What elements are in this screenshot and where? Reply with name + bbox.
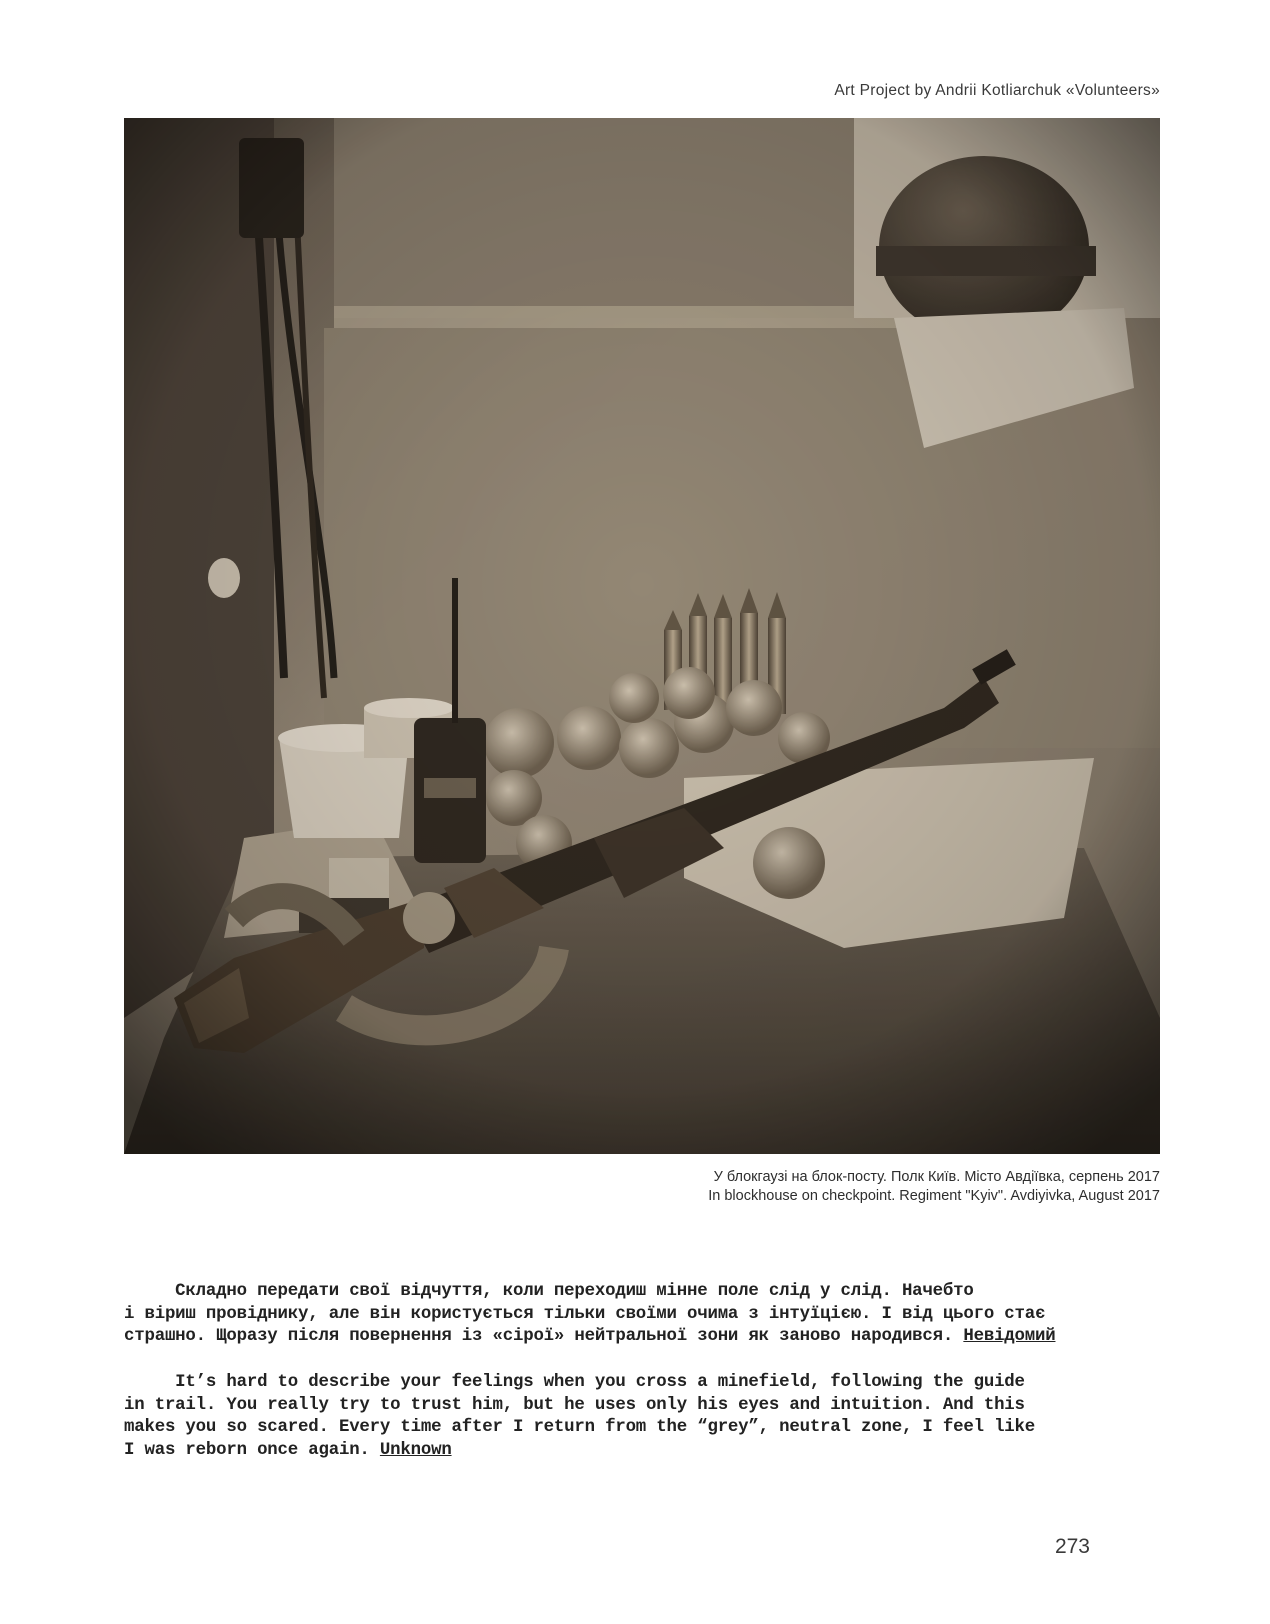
quote-text: страшно. Щоразу після повернення із «сірої» нейтральної зони як заново народився. <box>124 1327 964 1347</box>
quote-author: Невідомий <box>963 1327 1056 1347</box>
photo-illustration <box>124 118 1160 1154</box>
quote-english <box>124 1372 1160 1462</box>
quote-line <box>124 1326 1160 1349</box>
caption-english: In blockhouse on checkpoint. Regiment "Kyiv". Avdiyivka, August 2017 <box>708 1188 1160 1204</box>
quote-line <box>124 1440 1160 1463</box>
quote-ukrainian <box>124 1281 1160 1349</box>
quote-line: in trail. You really try to trust him, but he uses only his eyes and intuition. And this <box>124 1395 1025 1415</box>
quote-line: Складно передати свої відчуття, коли переходиш мінне поле слід у слід. Начебто <box>124 1282 974 1301</box>
quote-line: makes you so scared. Every time after I return from the “grey”, neutral zone, I feel like <box>124 1418 1036 1438</box>
photo-caption <box>708 1168 1160 1206</box>
quote-line: It’s hard to describe your feelings when you cross a minefield, following the guide <box>124 1373 1025 1392</box>
running-header: Art Project by Andrii Kotliarchuk «Volunteers» <box>834 82 1160 99</box>
quote-text: I was reborn once again. <box>124 1440 380 1460</box>
caption-ukrainian: У блокгаузі на блок-посту. Полк Київ. Місто Авдіївка, серпень 2017 <box>713 1169 1160 1185</box>
quote-line: і віриш провіднику, але він користується тільки своїми очима з інтуїцією. І від цього стає <box>124 1304 1046 1324</box>
photograph <box>124 118 1160 1154</box>
page-number: 273 <box>1054 1535 1090 1558</box>
quote-author: Unknown <box>379 1440 452 1460</box>
